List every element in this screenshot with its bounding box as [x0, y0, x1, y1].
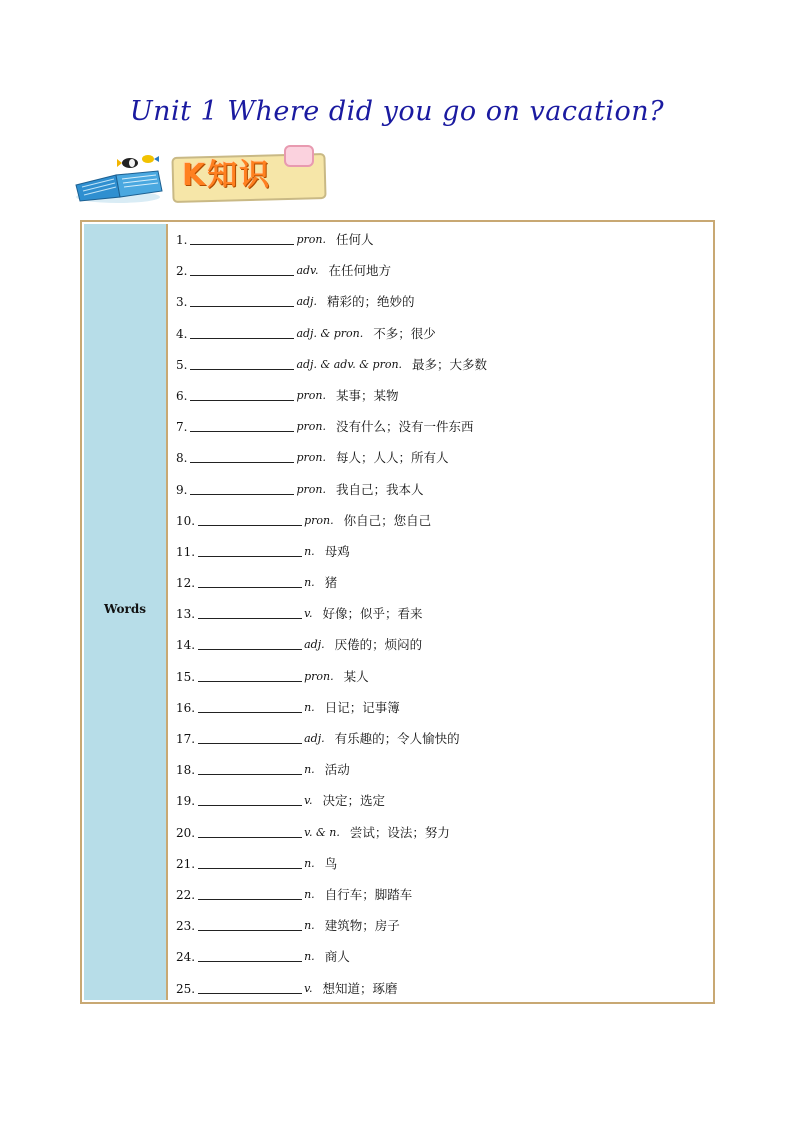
part-of-speech: adj.	[296, 295, 317, 309]
part-of-speech: v.	[304, 981, 313, 995]
part-of-speech: pron.	[296, 451, 326, 465]
row-number: 18.	[176, 763, 196, 778]
meaning: 鸟	[324, 855, 338, 871]
row-number: 22.	[176, 887, 196, 902]
word-row	[176, 511, 706, 542]
meaning: 好像；似乎；看来	[322, 606, 423, 622]
meaning: 母鸡	[324, 543, 350, 559]
word-list	[176, 230, 706, 1010]
answer-blank[interactable]	[198, 823, 302, 838]
part-of-speech: pron.	[304, 669, 334, 683]
open-book-with-fish-icon	[72, 151, 168, 205]
word-row	[176, 823, 706, 854]
meaning: 日记；记事簿	[324, 699, 400, 715]
word-row	[176, 230, 706, 261]
word-row	[176, 324, 706, 355]
answer-blank[interactable]	[198, 979, 302, 994]
answer-blank[interactable]	[198, 667, 302, 682]
row-number: 2.	[176, 264, 188, 279]
answer-blank[interactable]	[198, 542, 302, 557]
meaning: 有乐趣的；令人愉快的	[334, 731, 460, 746]
answer-blank[interactable]	[198, 916, 302, 931]
word-row	[176, 979, 706, 1010]
meaning: 某事；某物	[335, 387, 399, 403]
answer-blank[interactable]	[190, 448, 294, 463]
part-of-speech: n.	[304, 856, 315, 870]
answer-blank[interactable]	[190, 355, 294, 370]
row-number: 1.	[176, 233, 188, 247]
badge-label: K知识	[182, 158, 272, 193]
meaning: 在任何地方	[328, 263, 391, 279]
row-number: 24.	[176, 950, 196, 965]
word-row	[176, 573, 706, 604]
answer-blank[interactable]	[190, 324, 294, 339]
row-number: 11.	[176, 544, 196, 559]
word-row	[176, 854, 706, 885]
row-number: 12.	[176, 576, 196, 591]
part-of-speech: adv.	[296, 264, 319, 278]
row-number: 4.	[176, 326, 188, 341]
answer-blank[interactable]	[198, 854, 302, 869]
answer-blank[interactable]	[190, 386, 294, 401]
meaning: 没有什么；没有一件东西	[335, 419, 474, 435]
meaning: 每人；人人；所有人	[335, 450, 449, 466]
answer-blank[interactable]	[198, 511, 302, 526]
word-row	[176, 791, 706, 822]
word-row	[176, 885, 706, 916]
row-number: 8.	[176, 451, 188, 466]
part-of-speech: v. & n.	[304, 825, 340, 839]
row-number: 20.	[176, 825, 196, 840]
row-number: 5.	[176, 357, 188, 372]
answer-blank[interactable]	[198, 760, 302, 775]
meaning: 任何人	[335, 232, 374, 247]
knowledge-badge	[172, 145, 324, 199]
answer-blank[interactable]	[190, 292, 294, 307]
word-row	[176, 386, 706, 417]
word-row	[176, 542, 706, 573]
meaning: 某人	[343, 668, 369, 684]
word-row	[176, 604, 706, 635]
meaning: 我自己；我本人	[335, 481, 424, 497]
paper-clip-icon	[284, 145, 314, 167]
meaning: 厌倦的；烦闷的	[334, 637, 423, 653]
answer-blank[interactable]	[198, 604, 302, 619]
part-of-speech: n.	[304, 887, 315, 901]
row-number: 21.	[176, 856, 196, 871]
word-row	[176, 292, 706, 323]
row-number: 10.	[176, 513, 196, 528]
part-of-speech: n.	[304, 763, 315, 777]
word-row	[176, 729, 706, 760]
row-number: 14.	[176, 638, 196, 653]
word-row	[176, 760, 706, 791]
word-row	[176, 947, 706, 978]
meaning: 建筑物；房子	[324, 918, 400, 934]
page-title: Unit 1 Where did you go on vacation?	[129, 96, 665, 127]
part-of-speech: pron.	[296, 482, 326, 496]
word-row	[176, 916, 706, 947]
knowledge-banner	[72, 143, 342, 205]
word-row	[176, 261, 706, 292]
answer-blank[interactable]	[190, 417, 294, 432]
row-number: 23.	[176, 919, 196, 934]
meaning: 最多；大多数	[412, 356, 488, 372]
part-of-speech: adj.	[304, 638, 325, 652]
answer-blank[interactable]	[198, 791, 302, 806]
part-of-speech: n.	[304, 576, 315, 590]
row-number: 25.	[176, 981, 196, 996]
meaning: 你自己；您自己	[343, 512, 432, 528]
word-row	[176, 635, 706, 666]
part-of-speech: v.	[304, 607, 313, 621]
meaning: 猪	[324, 575, 338, 591]
row-number: 9.	[176, 482, 188, 497]
answer-blank[interactable]	[198, 947, 302, 962]
row-number: 16.	[176, 700, 196, 715]
meaning: 精彩的；绝妙的	[326, 294, 415, 310]
row-number: 13.	[176, 607, 196, 622]
word-row	[176, 417, 706, 448]
part-of-speech: pron.	[296, 388, 326, 402]
part-of-speech: pron.	[304, 513, 334, 527]
meaning: 不多；很少	[373, 325, 436, 341]
part-of-speech: pron.	[296, 233, 326, 246]
word-row	[176, 667, 706, 698]
part-of-speech: v.	[304, 794, 313, 808]
row-number: 15.	[176, 669, 196, 684]
word-row	[176, 355, 706, 386]
meaning: 商人	[324, 949, 350, 965]
meaning: 决定；选定	[322, 793, 386, 809]
answer-blank[interactable]	[198, 573, 302, 588]
word-row	[176, 698, 706, 729]
meaning: 想知道；琢磨	[322, 980, 398, 996]
row-number: 7.	[176, 420, 188, 435]
row-number: 6.	[176, 388, 188, 403]
answer-blank[interactable]	[198, 885, 302, 900]
part-of-speech: n.	[304, 700, 315, 714]
answer-blank[interactable]	[198, 698, 302, 713]
meaning: 活动	[324, 762, 350, 778]
part-of-speech: n.	[304, 544, 315, 558]
part-of-speech: n.	[304, 950, 315, 964]
part-of-speech: pron.	[296, 420, 326, 434]
answer-blank[interactable]	[190, 261, 294, 276]
section-label-cell	[84, 224, 168, 1000]
meaning: 尝试；设法；努力	[349, 824, 450, 840]
row-number: 3.	[176, 295, 188, 310]
part-of-speech: adj. & pron.	[296, 326, 364, 340]
row-number: 19.	[176, 794, 196, 809]
answer-blank[interactable]	[198, 635, 302, 650]
answer-blank[interactable]	[190, 480, 294, 495]
section-label: Words	[104, 602, 146, 616]
part-of-speech: adj. & adv. & pron.	[296, 357, 403, 371]
meaning: 自行车；脚踏车	[324, 886, 413, 902]
word-row	[176, 448, 706, 479]
part-of-speech: adj.	[304, 732, 325, 745]
vocabulary-table	[80, 220, 715, 1004]
answer-blank[interactable]	[198, 729, 302, 744]
answer-blank[interactable]	[190, 230, 294, 245]
part-of-speech: n.	[304, 919, 315, 933]
row-number: 17.	[176, 732, 196, 746]
word-row	[176, 480, 706, 511]
